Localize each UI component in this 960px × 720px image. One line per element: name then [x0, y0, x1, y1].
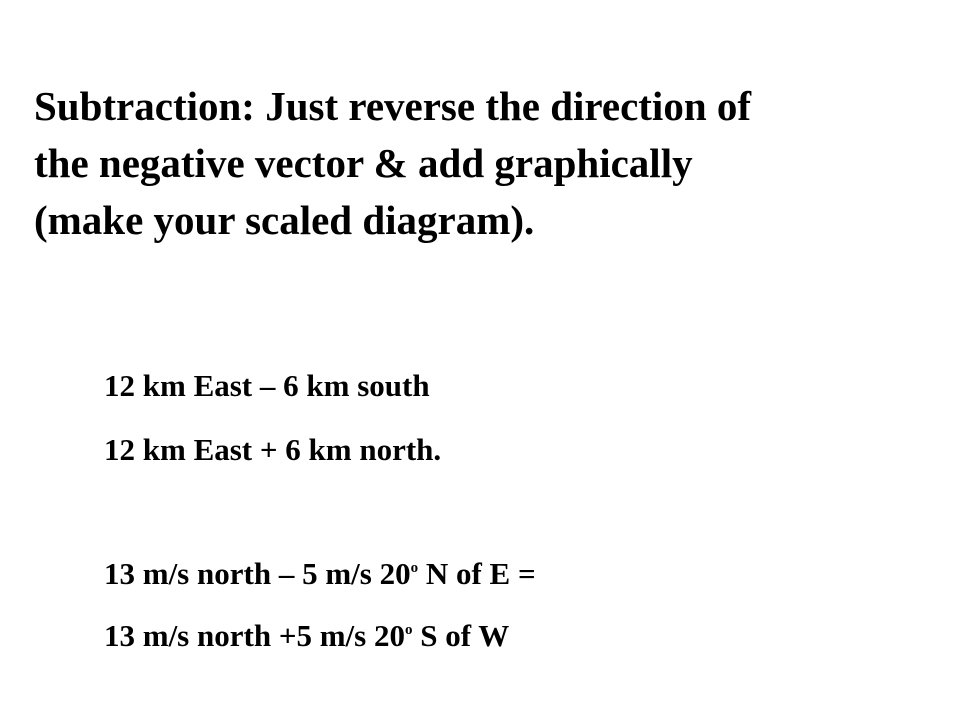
example-line-4: [104, 618, 509, 654]
example-text: 13 m/s north – 5 m/s 20: [104, 556, 411, 591]
example-line-1: 12 km East – 6 km south: [104, 368, 430, 403]
example-line-3: [104, 556, 536, 592]
slide-title: [34, 78, 934, 249]
title-line: (make your scaled diagram).: [34, 197, 535, 243]
example-line-2: 12 km East + 6 km north.: [104, 432, 442, 467]
degree-superscript: o: [404, 622, 413, 638]
title-line: the negative vector & add graphically: [34, 140, 693, 186]
example-text: S of W: [412, 618, 510, 653]
title-line: Subtraction: Just reverse the direction of: [34, 83, 752, 129]
example-text: N of E =: [418, 556, 536, 591]
example-text: 13 m/s north +5 m/s 20: [104, 618, 405, 653]
degree-superscript: o: [410, 560, 419, 576]
